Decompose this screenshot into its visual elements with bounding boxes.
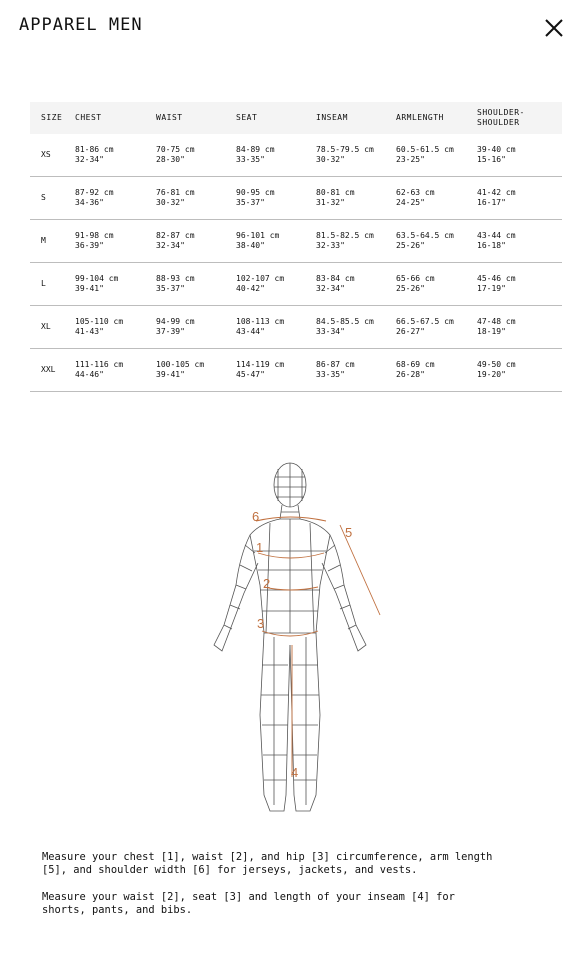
table-row <box>30 177 562 220</box>
measurement-figure <box>200 455 390 820</box>
table-cell: 81-86 cm 32-34" <box>72 134 153 177</box>
table-cell: XXL <box>30 349 72 392</box>
size-table <box>30 102 562 392</box>
table-cell: 102-107 cm 40-42" <box>233 263 313 306</box>
table-cell: 78.5-79.5 cm 30-32" <box>313 134 393 177</box>
table-cell: 66.5-67.5 cm 26-27" <box>393 306 474 349</box>
table-cell: 111-116 cm 44-46" <box>72 349 153 392</box>
close-icon <box>542 16 566 40</box>
table-cell: 94-99 cm 37-39" <box>153 306 233 349</box>
table-cell: 60.5-61.5 cm 23-25" <box>393 134 474 177</box>
column-header-seat: SEAT <box>233 102 313 134</box>
marker-4: 4 <box>291 765 299 780</box>
table-cell: 105-110 cm 41-43" <box>72 306 153 349</box>
table-cell: 91-98 cm 36-39" <box>72 220 153 263</box>
table-cell: 108-113 cm 43-44" <box>233 306 313 349</box>
table-cell: 88-93 cm 35-37" <box>153 263 233 306</box>
table-cell: 86-87 cm 33-35" <box>313 349 393 392</box>
table-cell: 83-84 cm 32-34" <box>313 263 393 306</box>
page-title: APPAREL MEN <box>19 15 143 35</box>
table-cell: 63.5-64.5 cm 25-26" <box>393 220 474 263</box>
mannequin-illustration <box>200 455 390 820</box>
table-cell: 47-48 cm 18-19" <box>474 306 562 349</box>
table-row <box>30 263 562 306</box>
table-cell: 39-40 cm 15-16" <box>474 134 562 177</box>
marker-3: 3 <box>257 616 265 631</box>
table-cell: 84.5-85.5 cm 33-34" <box>313 306 393 349</box>
measurement-instructions <box>42 851 502 931</box>
table-cell: XL <box>30 306 72 349</box>
table-cell: 65-66 cm 25-26" <box>393 263 474 306</box>
table-cell: 45-46 cm 17-19" <box>474 263 562 306</box>
table-cell: S <box>30 177 72 220</box>
table-cell: 49-50 cm 19-20" <box>474 349 562 392</box>
instructions-tops: Measure your chest [1], waist [2], and hip [3] circumference, arm length [5], and shoulder width [6] for jerseys, jackets, and vests. <box>42 851 493 876</box>
table-cell: L <box>30 263 72 306</box>
table-cell: 87-92 cm 34-36" <box>72 177 153 220</box>
table-row <box>30 220 562 263</box>
table-cell: 41-42 cm 16-17" <box>474 177 562 220</box>
table-cell: 76-81 cm 30-32" <box>153 177 233 220</box>
column-header-chest: CHEST <box>72 102 153 134</box>
table-cell: 80-81 cm 31-32" <box>313 177 393 220</box>
marker-6: 6 <box>252 509 260 524</box>
column-header-shoulder: SHOULDER- SHOULDER <box>474 102 562 134</box>
table-cell: 100-105 cm 39-41" <box>153 349 233 392</box>
table-cell: 62-63 cm 24-25" <box>393 177 474 220</box>
table-cell: 81.5-82.5 cm 32-33" <box>313 220 393 263</box>
marker-5: 5 <box>345 525 353 540</box>
table-cell: 70-75 cm 28-30" <box>153 134 233 177</box>
instructions-bottoms: Measure your waist [2], seat [3] and length of your inseam [4] for shorts, pants, and bibs. <box>42 891 455 916</box>
table-cell: XS <box>30 134 72 177</box>
table-cell: 99-104 cm 39-41" <box>72 263 153 306</box>
table-cell: 68-69 cm 26-28" <box>393 349 474 392</box>
column-header-waist: WAIST <box>153 102 233 134</box>
table-cell: 114-119 cm 45-47" <box>233 349 313 392</box>
table-cell: 90-95 cm 35-37" <box>233 177 313 220</box>
table-cell: 82-87 cm 32-34" <box>153 220 233 263</box>
table-cell: 84-89 cm 33-35" <box>233 134 313 177</box>
table-cell: M <box>30 220 72 263</box>
marker-1: 1 <box>256 540 264 555</box>
table-row <box>30 134 562 177</box>
table-cell: 43-44 cm 16-18" <box>474 220 562 263</box>
table-row <box>30 306 562 349</box>
marker-2: 2 <box>263 576 271 591</box>
table-header-row <box>30 102 562 134</box>
close-button[interactable] <box>542 16 566 40</box>
table-row <box>30 349 562 392</box>
column-header-size: SIZE <box>30 102 72 134</box>
column-header-armlength: ARMLENGTH <box>393 102 474 134</box>
column-header-inseam: INSEAM <box>313 102 393 134</box>
table-cell: 96-101 cm 38-40" <box>233 220 313 263</box>
